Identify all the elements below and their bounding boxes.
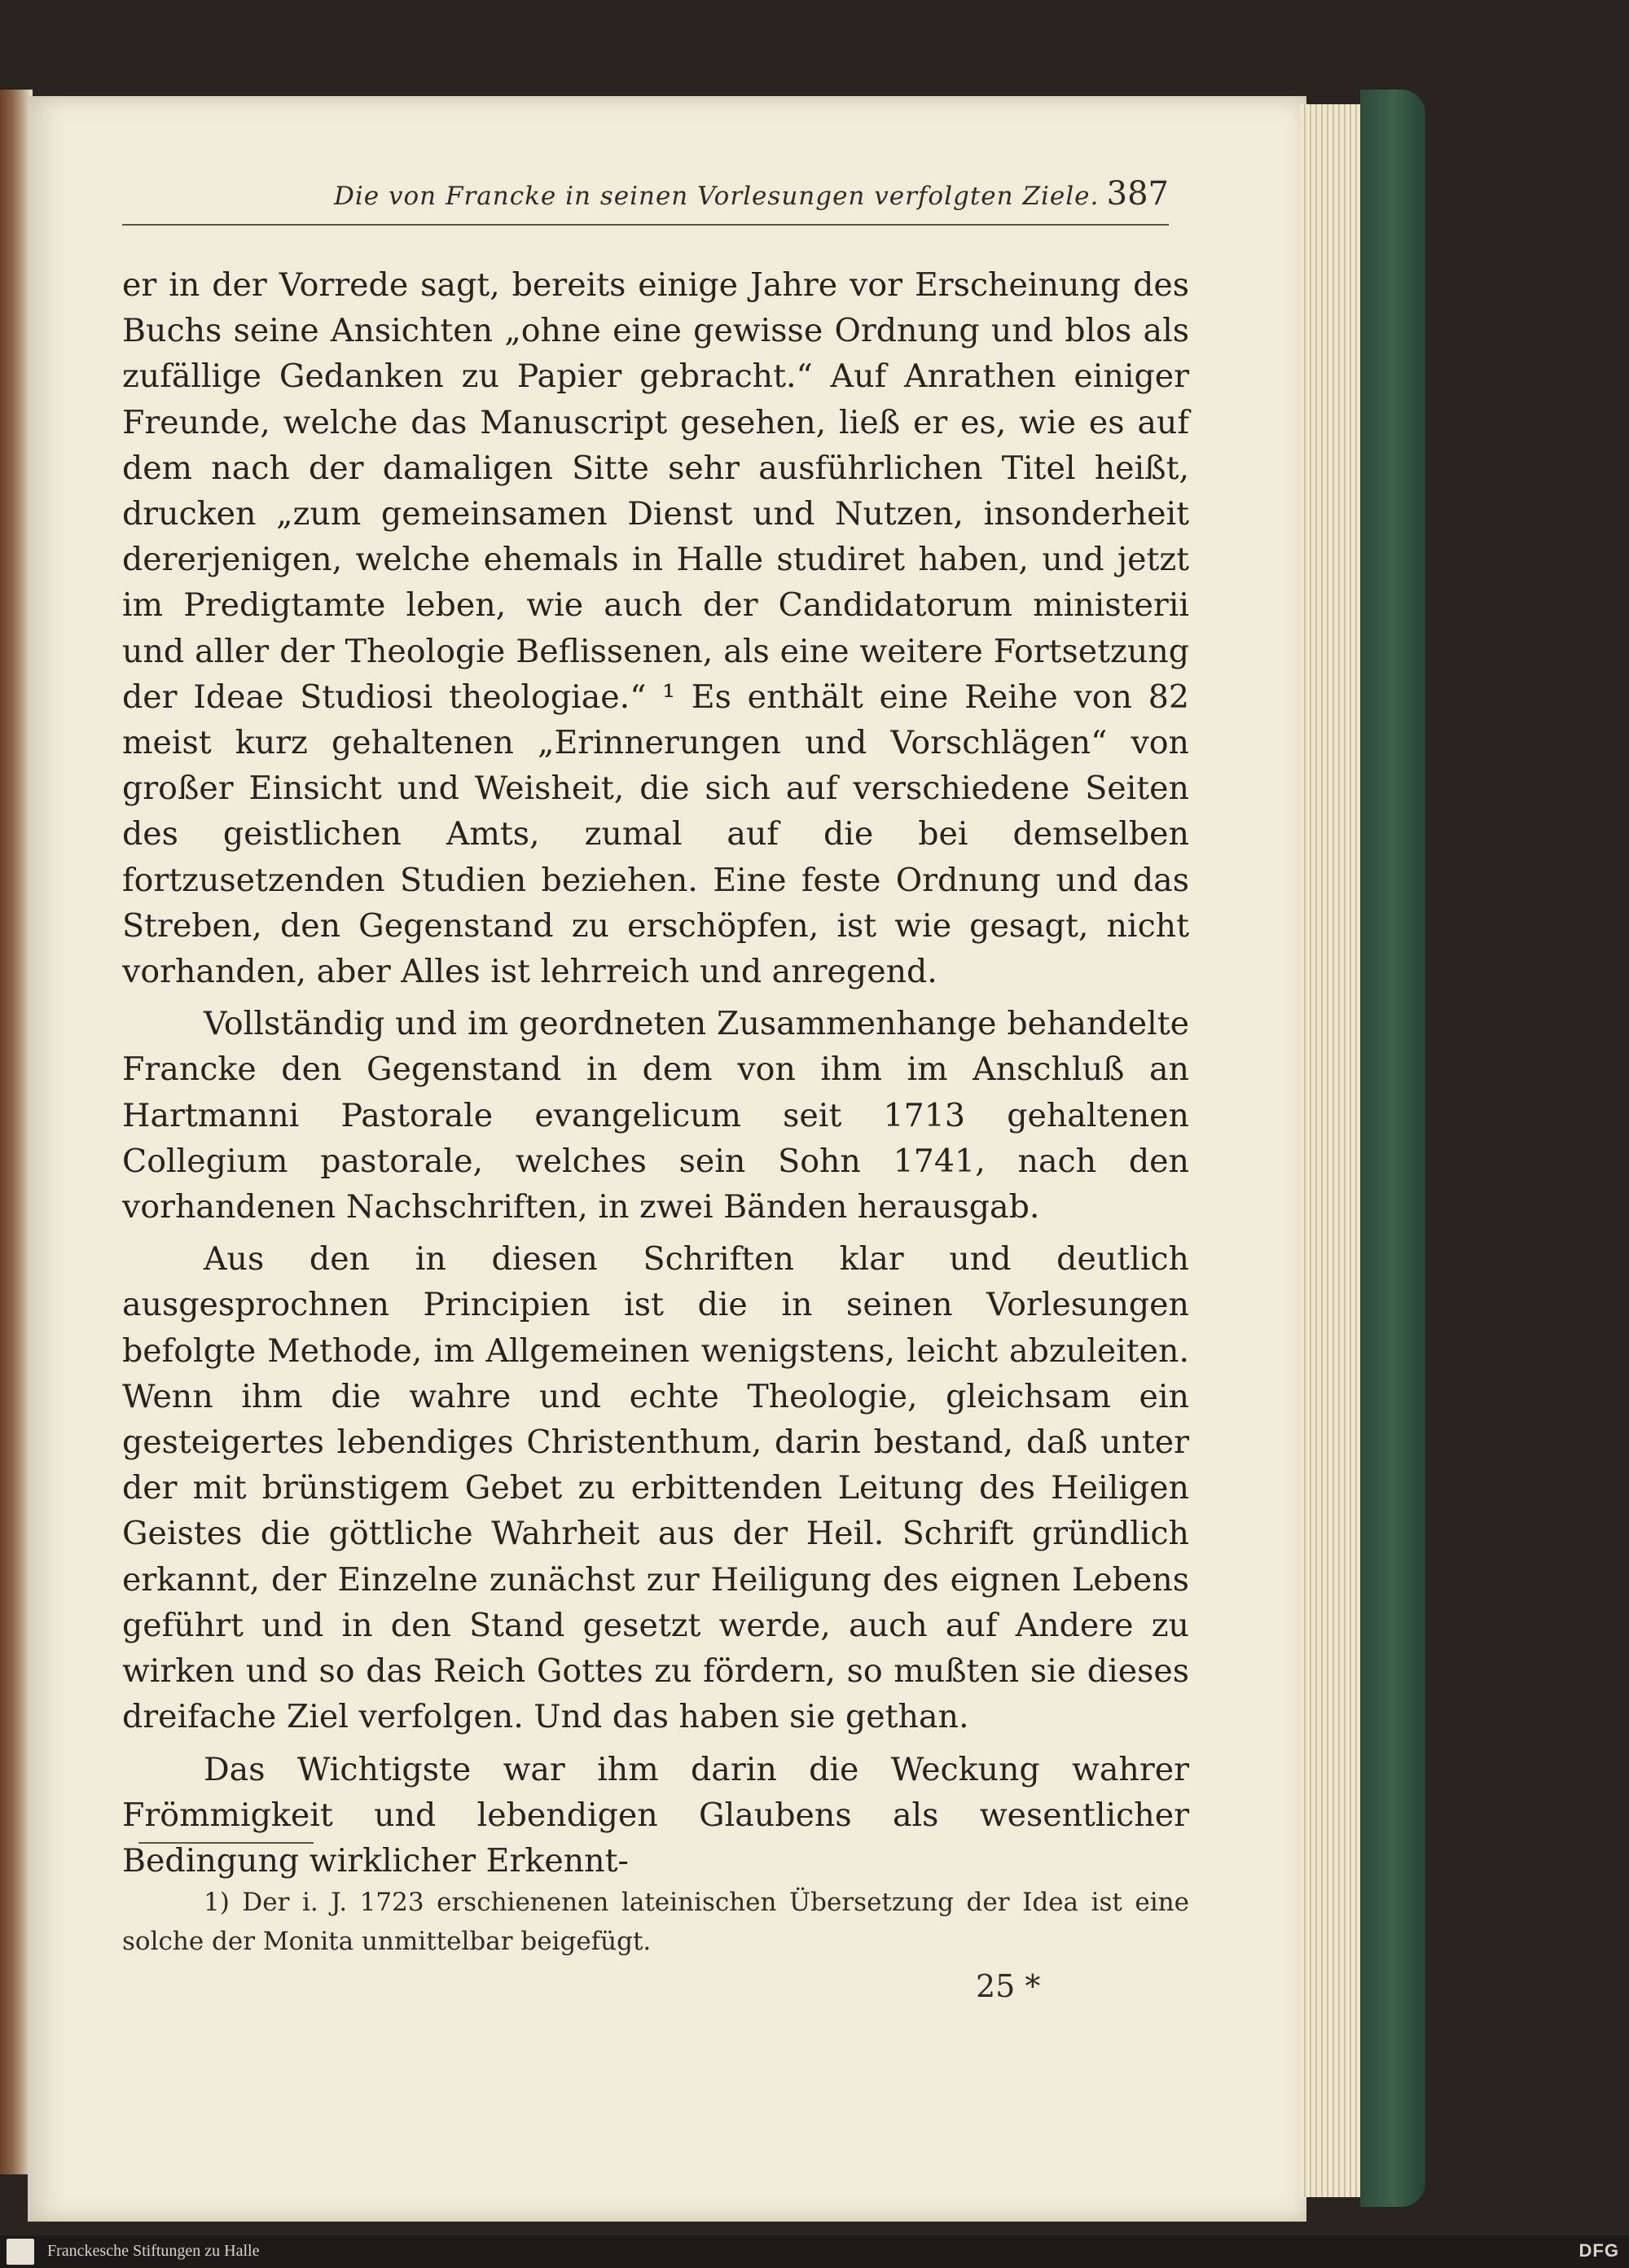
running-head-title: Die von Francke in seinen Vorlesungen verfolgten Ziele. (334, 182, 1100, 211)
body-text (122, 262, 1189, 1890)
footnote-rule (138, 1842, 314, 1844)
viewer-footer (0, 2235, 1629, 2268)
funder-logo: DFG (1579, 2240, 1619, 2261)
page-stack-edge (1300, 104, 1365, 2197)
signature-mark: 25 * (976, 1968, 1041, 2004)
paragraph-2: Vollständig und im geordneten Zusammenhange behandelte Francke den Gegenstand in dem von ihm im Anschluß an Hartmanni Pastorale evangelicum seit 1713 gehaltenen Collegium pastorale, welches sein Sohn 1741, nach den vorhandenen Nachschriften, in zwei Bänden herausgab. (122, 1005, 1189, 1226)
paragraph-4: Das Wichtigste war ihm darin die Weckung wahrer Frömmigkeit und lebendigen Glaubens als wesentlicher Bedingung wirklicher Erkennt- (122, 1750, 1189, 1880)
page-number: 387 (1106, 175, 1169, 213)
institution-name: Franckesche Stiftungen zu Halle (47, 2242, 260, 2260)
running-head (122, 175, 1169, 226)
footnote-text: 1) Der i. J. 1723 erschienenen lateinischen Übersetzung der Idea ist eine solche der Monita unmittelbar beigefügt. (122, 1888, 1189, 1956)
book-cover (1360, 90, 1425, 2207)
paragraph-1: er in der Vorrede sagt, bereits einige Jahre vor Erscheinung des Buchs seine Ansichten „ohne eine gewisse Ordnung und blos als zufällige Gedanken zu Papier gebracht.“ Auf Anrathen einiger Freunde, welche das Manuscript gesehen, ließ er es, wie es auf dem nach der damaligen Sitte sehr ausführlichen Titel heißt, drucken „zum gemeinsamen Dienst und Nutzen, insonderheit dererjenigen, welche ehemals in Halle studiret haben, und jetzt im Predigtamte leben, wie auch der Candidatorum ministerii und aller der Theologie Beflissenen, als eine weitere Fortsetzung der Ideae Studiosi theologiae.“ ¹ Es enthält eine Reihe von 82 meist kurz gehaltenen „Erinnerungen und Vorschlägen“ von großer Einsicht und Weisheit, die sich auf verschiedene Seiten des geistlichen Amts, zumal auf die bei demselben fortzusetzenden Studien beziehen. Eine feste Ordnung und das Streben, den Gegenstand zu erschöpfen, ist wie gesagt, nicht vorhanden, aber Alles ist lehrreich und anregend. (122, 266, 1189, 991)
institution-logo-icon (7, 2239, 34, 2265)
footnote (122, 1883, 1189, 1961)
paragraph-3: Aus den in diesen Schriften klar und deutlich ausgesprochnen Principien ist die in seinen Vorlesungen befolgte Methode, im Allgemeinen wenigstens, leicht abzuleiten. Wenn ihm die wahre und echte Theologie, gleichsam ein gesteigertes lebendiges Christenthum, darin bestand, daß unter der mit brünstigem Gebet zu erbittenden Leitung des Heiligen Geistes die göttliche Wahrheit aus der Heil. Schrift gründlich erkannt, der Einzelne zunächst zur Heiligung des eignen Lebens geführt und in den Stand gesetzt werde, auch auf Andere zu wirken und so das Reich Gottes zu fördern, so mußten sie dieses dreifache Ziel verfolgen. Und das haben sie gethan. (122, 1240, 1189, 1736)
